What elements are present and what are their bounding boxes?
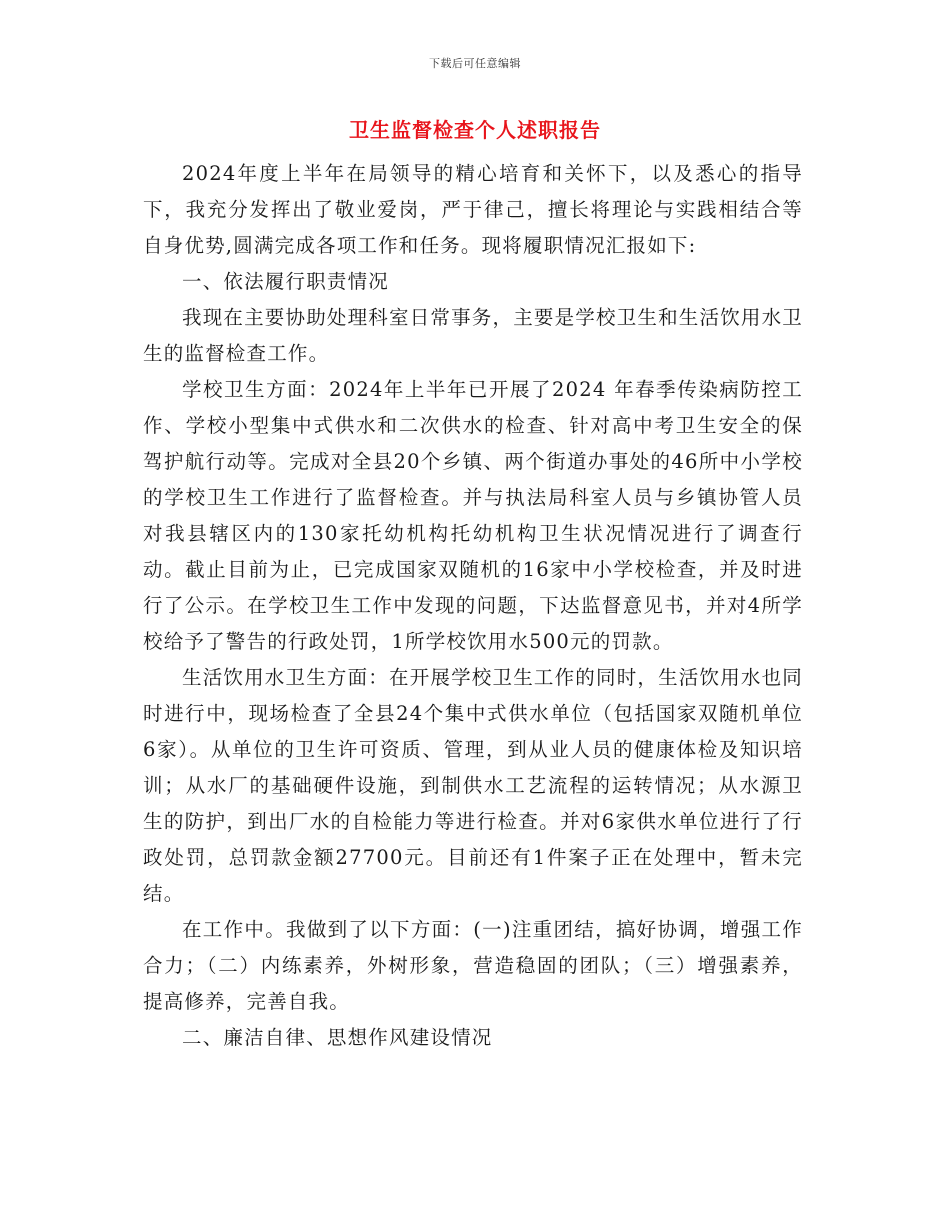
paragraph-intro: 2024年度上半年在局领导的精心培育和关怀下，以及悉心的指导下，我充分发挥出了敬业爱岗，严于律己，擅长将理论与实践相结合等自身优势,圆满完成各项工作和任务。现将履职情况汇报如下:	[143, 162, 803, 257]
paragraph-school-hygiene: 学校卫生方面：2024年上半年已开展了2024 年春季传染病防控工作、学校小型集中式供水和二次供水的检查、针对高中考卫生安全的保驾护航行动等。完成对全县20个乡镇、两个街道办事处的46所中小学校的学校卫生工作进行了监督检查。并与执法局科室人员与乡镇协管人员对我县辖区内的130家托幼机构托幼机构卫生状况情况进行了调查行动。截止目前为止，已完成国家双随机的16家中小学校检查，并及时进行了公示。在学校卫生工作中发现的问题，下达监督意见书，并对4所学校给予了警告的行政处罚，1所学校饮用水500元的罚款。	[143, 378, 803, 653]
paragraph-duties: 我现在主要协助处理科室日常事务，主要是学校卫生和生活饮用水卫生的监督检查工作。	[143, 306, 804, 365]
section-heading-2: 二、廉洁自律、思想作风建设情况	[182, 1026, 493, 1049]
document-title: 卫生监督检查个人述职报告	[349, 118, 601, 142]
document-body	[143, 156, 803, 1056]
paragraph-drinking-water: 生活饮用水卫生方面：在开展学校卫生工作的同时，生活饮用水也同时进行中，现场检查了全县24个集中式供水单位（包括国家双随机单位6家）。从单位的卫生许可资质、管理，到从业人员的健康体检及知识培训；从水厂的基础硬件设施，到制供水工艺流程的运转情况；从水源卫生的防护，到出厂水的自检能力等进行检查。并对6家供水单位进行了行政处罚，总罚款金额27700元。目前还有1件案子正在处理中，暂未完结。	[143, 666, 804, 905]
paragraph-work-practice: 在工作中。我做到了以下方面：(一)注重团结，搞好协调，增强工作合力；（二）内练素养，外树形象，营造稳固的团队；（三）增强素养，提高修养，完善自我。	[143, 918, 803, 1013]
section-heading-1: 一、依法履行职责情况	[182, 270, 390, 293]
header-note: 下载后可任意编辑	[429, 57, 521, 70]
